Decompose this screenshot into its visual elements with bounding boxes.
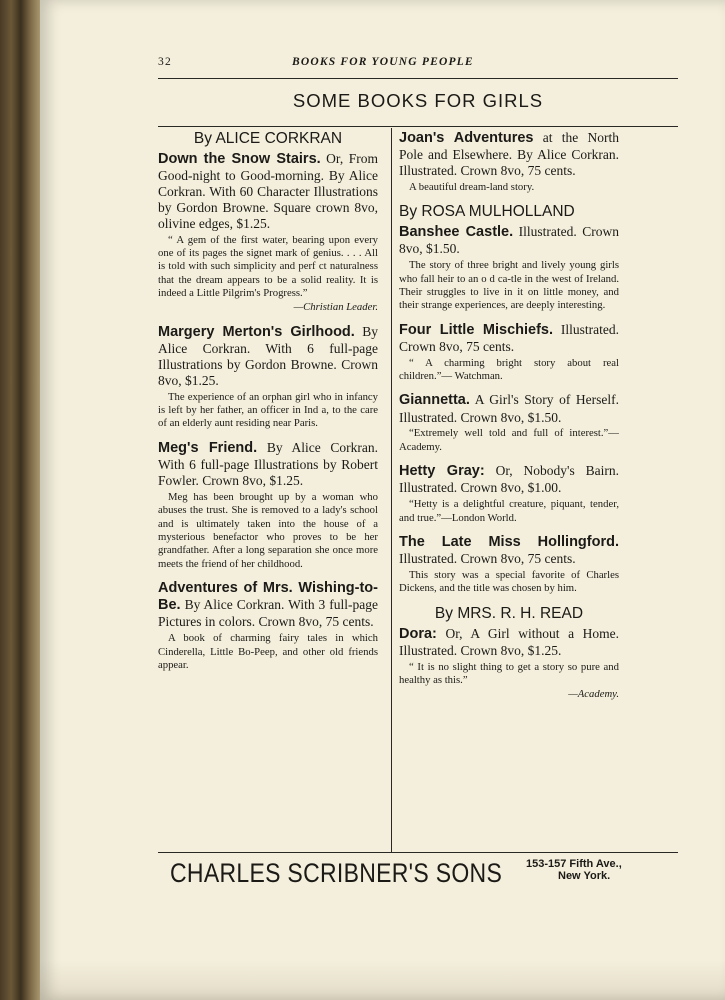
book-description: The experience of an orphan girl who in infancy is left by her father, an officer in Ind a, to the care of an elderly aunt residing near Paris. bbox=[158, 390, 378, 430]
book-details: Or, Nobody's Bairn. Illustrated. Crown 8vo, $1.00. bbox=[399, 463, 619, 496]
book-entry bbox=[399, 626, 619, 702]
book-title: Adventures of Mrs. Wishing-to-Be. bbox=[158, 580, 378, 614]
author-heading: By MRS. R. H. READ bbox=[434, 604, 584, 622]
book-entry bbox=[399, 534, 619, 596]
book-title: Margery Merton's Girlhood. bbox=[158, 323, 355, 340]
book-details: Or, A Girl without a Home. Illustrated. Crown 8vo, $1.25. bbox=[399, 625, 620, 658]
book-description: The story of three bright and lively young girls who fall heir to an o d ca-tle in the west of Ireland. Their struggles to live in it on little money, and their strange experiences, are deeply interesting. bbox=[399, 259, 619, 312]
book-details: Illustrated. Crown 8vo, $1.50. bbox=[399, 224, 620, 257]
running-title: BOOKS FOR YOUNG PEOPLE bbox=[292, 56, 474, 68]
title-rule bbox=[158, 126, 678, 127]
book-details: Illustrated. Crown 8vo, 75 cents. bbox=[399, 321, 619, 354]
book-details: Or, From Good-night to Good-morning. By Alice Corkran. With 60 Character Illustrations by Gordon Browne. Square crown 8vo, olivine edges, $1.25. bbox=[158, 150, 379, 231]
book-title: Giannetta. bbox=[399, 392, 470, 409]
book-entry bbox=[399, 463, 619, 525]
book-entry bbox=[158, 151, 378, 315]
publisher-name: CHARLES SCRIBNER'S SONS bbox=[170, 857, 503, 888]
page-number: 32 bbox=[158, 56, 172, 68]
book-title: Meg's Friend. bbox=[158, 439, 258, 456]
book-title: Four Little Mischiefs. bbox=[399, 321, 554, 338]
book-page bbox=[40, 0, 725, 1000]
book-title: Down the Snow Stairs. bbox=[158, 150, 321, 167]
publisher-footer bbox=[158, 855, 678, 895]
author-heading: By ALICE CORKRAN bbox=[193, 130, 343, 147]
book-entry bbox=[399, 130, 619, 194]
review-source: —Academy. bbox=[568, 688, 619, 701]
page-shadow bbox=[40, 960, 725, 1000]
book-entry bbox=[399, 322, 619, 384]
book-entry bbox=[158, 440, 378, 571]
book-description: “Extremely well told and full of interest.”—Academy. bbox=[399, 427, 619, 453]
book-details: A Girl's Story of Herself. Illustrated. Crown 8vo, $1.50. bbox=[399, 392, 619, 425]
right-column bbox=[399, 130, 619, 711]
book-details: By Alice Corkran. With 3 full-page Pictures in colors. Crown 8vo, 75 cents. bbox=[158, 597, 379, 630]
author-heading: By ROSA MULHOLLAND bbox=[399, 203, 575, 221]
address-line: 153-157 Fifth Ave., bbox=[526, 858, 622, 870]
book-entry bbox=[158, 324, 378, 431]
book-entry bbox=[399, 224, 619, 313]
book-title: Banshee Castle. bbox=[399, 224, 514, 241]
book-details: Illustrated. Crown 8vo, 75 cents. bbox=[399, 551, 576, 567]
top-rule bbox=[158, 78, 678, 79]
book-description: “ A gem of the first water, bearing upon every one of its pages the signet mark of genius. . . . All is told with such simplicity and perf ct naturalness that the dream appears to be a solid reality. It is indeed a Little Pilgrim's Progress.” bbox=[158, 233, 378, 300]
book-description: A beautiful dream-land story. bbox=[409, 180, 535, 193]
book-description: Meg has been brought up by a woman who abuses the trust. She is removed to a lady's school and is ultimately taken into the house of a mysterious benefactor who proves to be her grandfather. After a long separation she once more meets the friend of her childhood. bbox=[158, 490, 378, 570]
book-entry bbox=[158, 580, 378, 672]
book-entry bbox=[399, 392, 619, 454]
book-title: The Late Miss Hollingford. bbox=[399, 534, 619, 551]
book-title: Dora: bbox=[399, 625, 437, 642]
page-title: SOME BOOKS FOR GIRLS bbox=[292, 90, 544, 111]
book-description: “ A charming bright story about real children.”— Watchman. bbox=[399, 356, 619, 383]
book-description: “ It is no slight thing to get a story so pure and healthy as this.” bbox=[399, 660, 619, 687]
book-binding bbox=[0, 0, 40, 1000]
review-source: —Christian Leader. bbox=[293, 301, 378, 314]
book-details: at the North Pole and Elsewhere. By Alice Corkran. Illustrated. Crown 8vo, 75 cents. bbox=[399, 130, 620, 179]
book-description: This story was a special favorite of Charles Dickens, and the title was chosen by him. bbox=[399, 569, 619, 595]
address-line: New York. bbox=[558, 869, 611, 882]
book-details: By Alice Corkran. With 6 full-page Illustrations by Gordon Browne. Crown 8vo, $1.25. bbox=[158, 323, 379, 388]
publisher-address bbox=[526, 859, 671, 882]
left-column bbox=[158, 130, 378, 681]
book-description: “Hetty is a delightful creature, piquant, tender, and true.”—London World. bbox=[399, 498, 619, 524]
book-title: Hetty Gray: bbox=[399, 463, 485, 480]
book-description: A book of charming fairy tales in which Cinderella, Little Bo-Peep, and other old friends appear. bbox=[158, 632, 378, 671]
book-title: Joan's Adventures bbox=[399, 130, 534, 146]
book-details: By Alice Corkran. With 6 full-page Illustrations by Robert Fowler. Crown 8vo, $1.25. bbox=[158, 439, 378, 488]
column-divider bbox=[391, 128, 392, 852]
footer-rule bbox=[158, 852, 678, 853]
